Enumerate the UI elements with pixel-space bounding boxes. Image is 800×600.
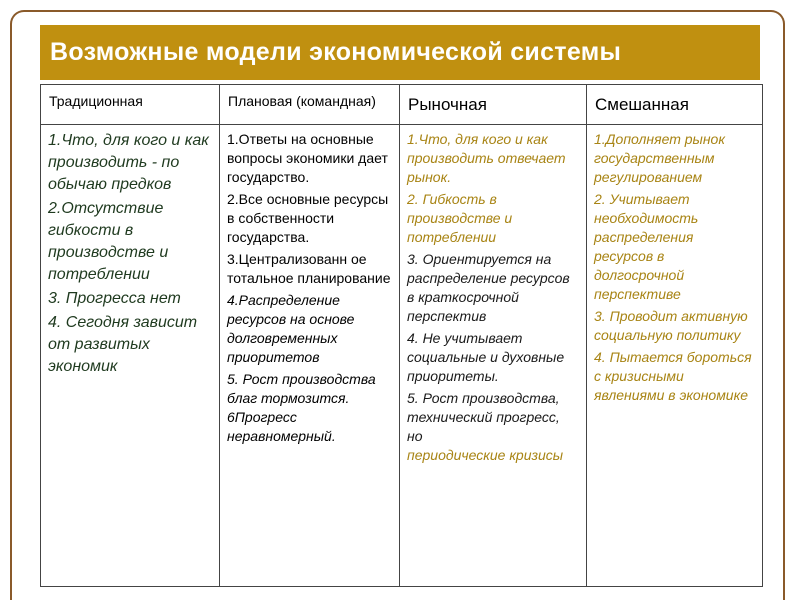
economic-models-table [40, 84, 763, 587]
header-market: Рыночная [400, 85, 587, 125]
list-item: 3. Прогресса нет [48, 290, 181, 307]
list-item: 4. Пытается бороться с кризисными явлениями в экономике [594, 349, 752, 403]
table-header-row [41, 85, 763, 125]
list-item: 3.Централизованн ое тотальное планирование [227, 251, 391, 286]
list-item: 4.Распределение ресурсов на основе долговременных приоритетов [227, 292, 355, 365]
list-item: 5. Рост производства благ тормозится. 6Прогресс неравномерный. [227, 371, 376, 444]
list-item: 3. Проводит активную социальную политику [594, 308, 748, 343]
list-item: 1.Что, для кого и как производить - по обычаю предков [48, 132, 209, 193]
list-item: 1.Что, для кого и как производить отвечает рынок. [407, 131, 566, 185]
list-item: периодические кризисы [407, 447, 564, 463]
market-cell [400, 125, 587, 587]
list-item: 2.Все основные ресурсы в собственности государства. [227, 191, 389, 245]
traditional-cell [41, 125, 220, 587]
list-item: 1.Ответы на основные вопросы экономики дает государство. [227, 131, 388, 185]
header-traditional: Традиционная [41, 85, 220, 125]
list-item: 4. Сегодня зависит от развитых экономик [48, 314, 198, 375]
planned-cell [220, 125, 400, 587]
list-item: 5. Рост производства, технический прогресс, но [407, 390, 560, 444]
list-item: 2.Отсутствие гибкости в производстве и потреблении [48, 200, 169, 283]
title-bar [40, 25, 760, 80]
list-item: 2. Гибкость в производстве и потреблении [407, 191, 513, 245]
list-item: 3. Ориентируется на распределение ресурсов в краткосрочной перспектив [407, 251, 570, 324]
header-mixed: Смешанная [587, 85, 763, 125]
header-planned: Плановая (командная) [220, 85, 400, 125]
list-item: 1.Дополняет рынок государственным регулированием [594, 131, 725, 185]
list-item: 2. Учитывает необходимость распределения ресурсов в долгосрочной перспективе [594, 191, 699, 302]
list-item: 4. Не учитывает социальные и духовные приоритеты. [407, 330, 565, 384]
mixed-cell [587, 125, 763, 587]
table-row [41, 125, 763, 587]
page-title: Возможные модели экономической системы [50, 38, 622, 66]
